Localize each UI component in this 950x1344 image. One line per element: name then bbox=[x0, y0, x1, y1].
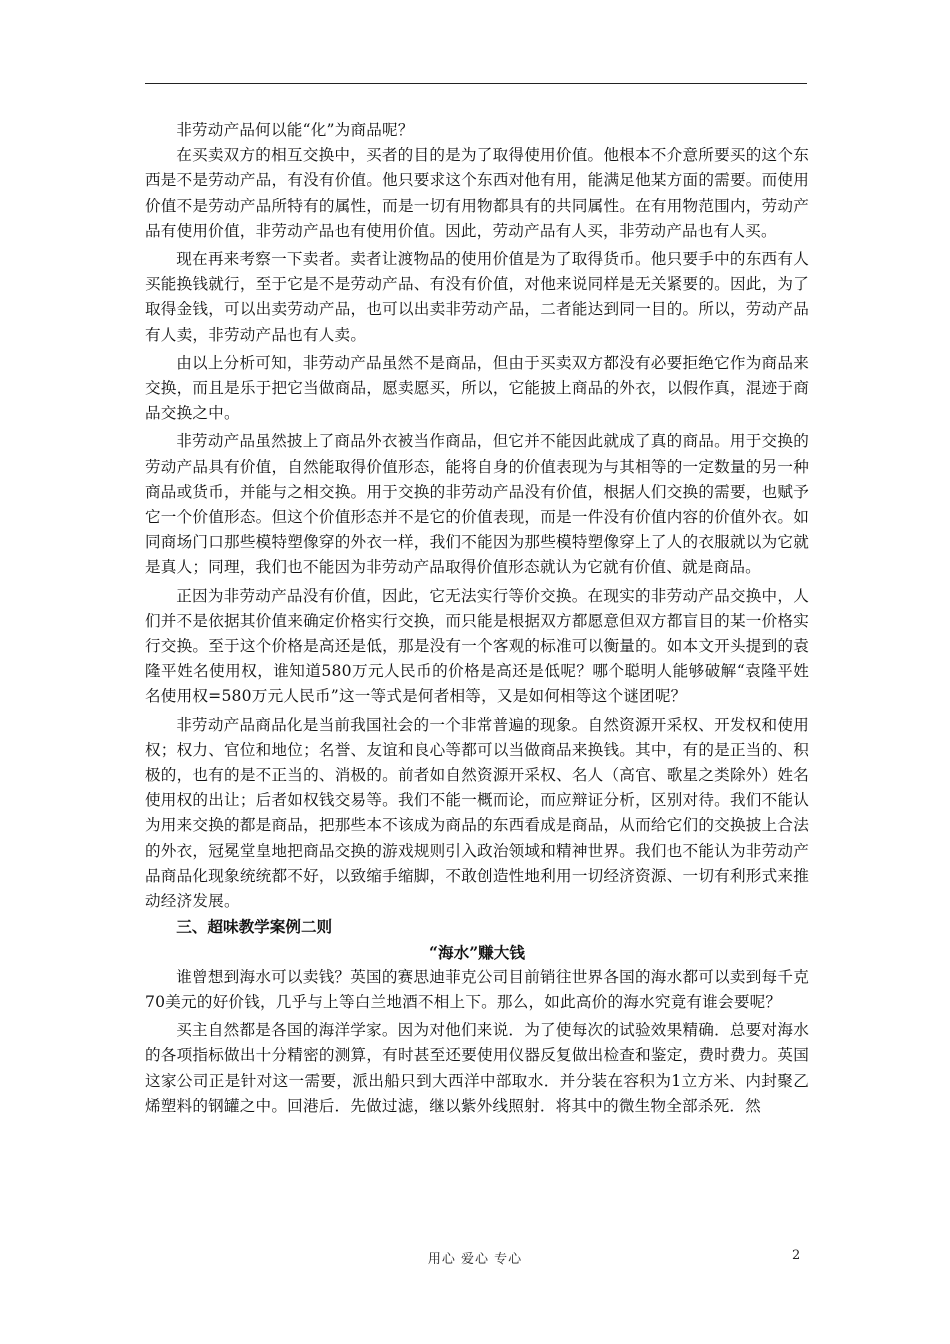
article-title: “海水”赚大钱 bbox=[429, 942, 525, 962]
paragraph-buyer: 在买卖双方的相互交换中，买者的目的是为了取得使用价值。他根本不介意所要买的这个东西是不是劳动产品，有没有价值。他只要求这个东西对他有用，能满足他某方面的需要。而使用价值不是劳动产品所特有的属性，而是一切有用物都具有的共同属性。在有用物范围内，劳动产品有使用价值，非劳动产品也有使用价值。因此，劳动产品有人买，非劳动产品也有人买。 bbox=[145, 146, 809, 240]
paragraph-question: 非劳动产品何以能“化”为商品呢？ bbox=[176, 121, 414, 139]
article-paragraph: 谁曾想到海水可以卖钱？英国的赛思迪菲克公司目前销往世界各国的海水都可以卖到每千克70美元的好价钱，几乎与上等白兰地酒不相上下。那么，如此高价的海水究竟有谁会要呢？ bbox=[145, 967, 809, 1011]
paragraph-phenomenon: 非劳动产品商品化是当前我国社会的一个非常普遍的现象。自然资源开采权、开发权和使用权；权力、官位和地位；名誉、友谊和良心等都可以当做商品来换钱。其中，有的是正当的、积极的，也有的是不正当的、消极的。前者如自然资源开采权、名人（高官、歌星之类除外）姓名使用权的出让；后者如权钱交易等。我们不能一概而论，而应辩证分析，区别对待。我们不能认为用来交换的都是商品，把那些本不该成为商品的东西看成是商品，从而给它们的交换披上合法的外衣，冠冕堂皇地把商品交换的游戏规则引入政治领域和精神世界。我们也不能认为非劳动产品商品化现象统统都不好，以致缩手缩脚，不敢创造性地利用一切经济资源、一切有利形式来推动经济发展。 bbox=[145, 715, 809, 911]
page-number: 2 bbox=[792, 1248, 801, 1263]
paragraph-value-form: 非劳动产品虽然披上了商品外衣被当作商品，但它并不能因此就成了真的商品。用于交换的劳动产品具有价值，自然能取得价值形态，能将自身的价值表现为与其相等的一定数量的另一种商品或货币，并能与之相交换。用于交换的非劳动产品没有价值，根据人们交换的需要，也赋予它一个价值形态。但这个价值形态并不是它的价值表现，而是一件没有价值内容的价值外衣。如同商场门口那些模特塑像穿的外衣一样，我们不能因为那些模特塑像穿上了人的衣服就以为它就是真人；同理，我们也不能因为非劳动产品取得价值形态就认为它就有价值、就是商品。 bbox=[145, 432, 809, 577]
header-rule bbox=[145, 83, 807, 84]
page-body bbox=[145, 118, 809, 1119]
paragraph-price: 正因为非劳动产品没有价值，因此，它无法实行等价交换。在现实的非劳动产品交换中，人们并不是依据其价值来确定价格实行交换，而只能是根据双方都愿意但双方都盲目的某一价格实行交换。至于这个价格是高还是低，那是没有一个客观的标准可以衡量的。如本文开头提到的袁隆平姓名使用权，谁知道580万元人民币的价格是高还是低呢？哪个聪明人能够破解“袁隆平姓名使用权=580万元人民币”这一等式是何者相等，又是如何相等这个谜团呢？ bbox=[145, 586, 809, 706]
section-heading: 三、超味教学案例二则 bbox=[176, 917, 333, 937]
article-paragraph: 买主自然都是各国的海洋学家。因为对他们来说．为了使每次的试验效果精确．总要对海水的各项指标做出十分精密的测算，有时甚至还要使用仪器反复做出检查和鉴定，费时费力。英国这家公司正是针对这一需要，派出船只到大西洋中部取水．并分装在容积为1立方米、内封聚乙烯塑料的钢罐之中。回港后．先做过滤，继以紫外线照射．将其中的微生物全部杀死．然 bbox=[145, 1021, 809, 1115]
paragraph-seller: 现在再来考察一下卖者。卖者让渡物品的使用价值是为了取得货币。他只要手中的东西有人买能换钱就行，至于它是不是劳动产品、有没有价值，对他来说同样是无关紧要的。因此，为了取得金钱，可以出卖劳动产品，也可以出卖非劳动产品，二者能达到同一目的。所以，劳动产品有人卖，非劳动产品也有人卖。 bbox=[145, 250, 809, 344]
footer-motto: 用心 爱心 专心 bbox=[427, 1252, 523, 1267]
paragraph-analysis: 由以上分析可知，非劳动产品虽然不是商品，但由于买卖双方都没有必要拒绝它作为商品来交换，而且是乐于把它当做商品，愿卖愿买，所以，它能披上商品的外衣，以假作真，混迹于商品交换之中。 bbox=[145, 353, 809, 423]
